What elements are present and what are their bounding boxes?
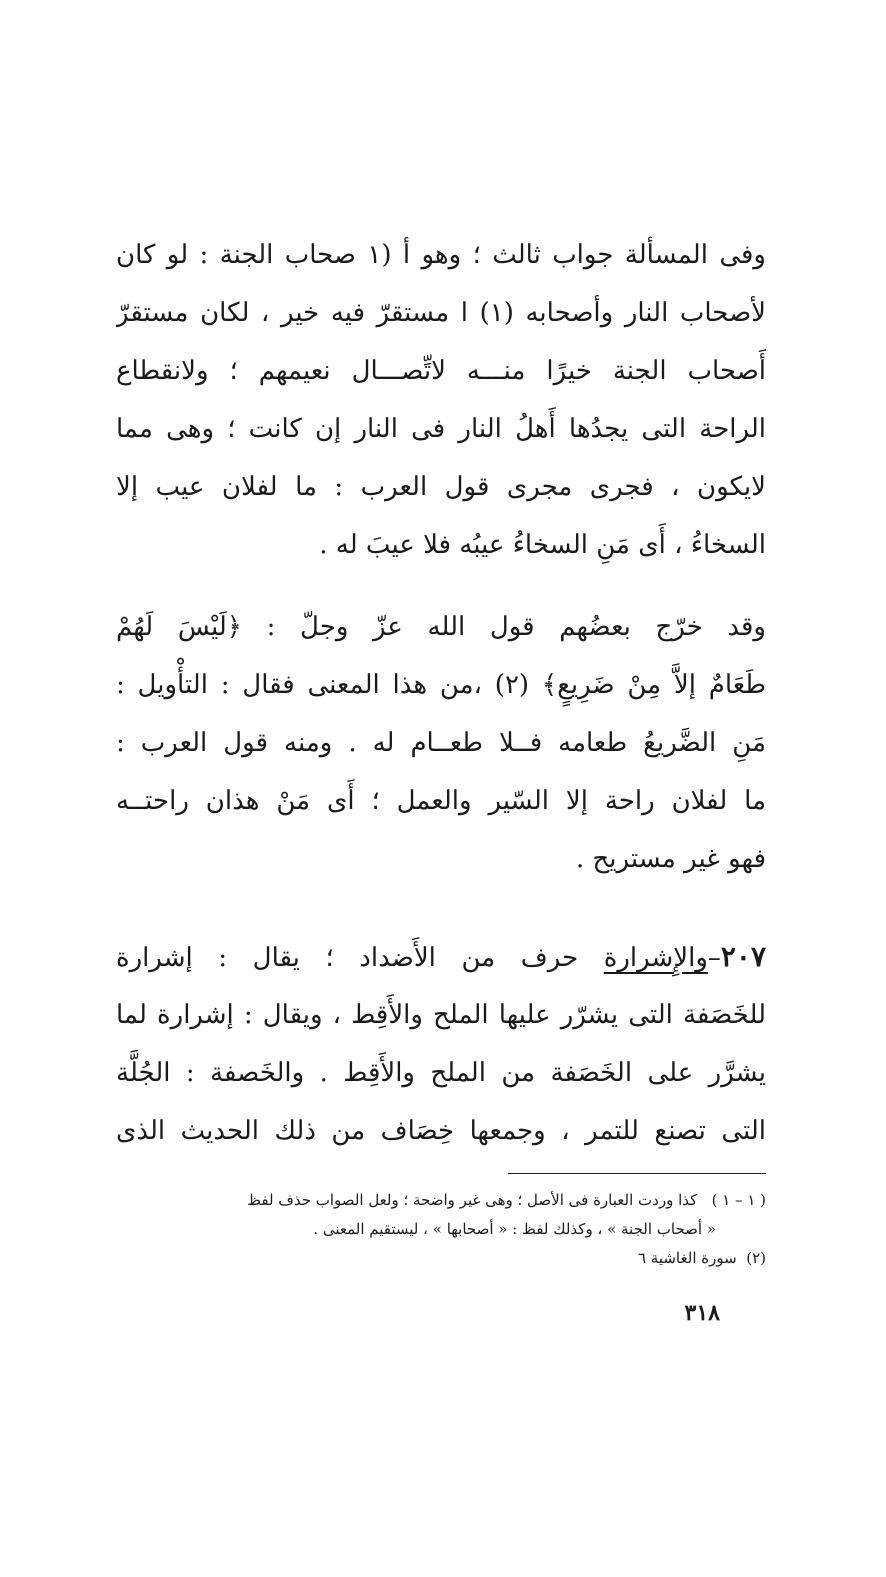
entry-term: والإِشرارة (603, 943, 708, 973)
text-line: وفى المسألة جواب ثالث ؛ وهو أ (١ صحاب الجنة : لو كان (116, 240, 766, 270)
paragraph-2 (116, 598, 766, 888)
text-line: لأصحاب النار وأصحابه (١) ا مستقرّ فيه خير ، لكان مستقرّ (116, 298, 766, 328)
entry-heading-line: ٢٠٧–والإِشرارة حرف من الأَضداد ؛ يقال : إشرارة (116, 940, 766, 973)
text-line: التى تصنع للتمر ، وجمعها خِصَاف من ذلك الحديث الذى (116, 1116, 766, 1146)
text-line: فهو غير مستريح . (575, 844, 766, 874)
footnote-2-text: سورة الغاشية ٦ (637, 1249, 737, 1267)
text-line: طَعَامٌ إلاَّ مِنْ ضَرِيعٍ﴾ (٢) ،من هذا المعنى فقال : التأْويل : (116, 670, 766, 700)
text-line: يشرَّر على الخَصَفة من الملح والأَقِط . والخَصفة : الجُلَّة (116, 1058, 766, 1088)
entry-number: ٢٠٧ (720, 940, 766, 973)
entry-first-line-text: حرف من الأَضداد ؛ يقال : إشرارة (116, 943, 604, 973)
footnote-1-text: كذا وردت العبارة فى الأصل ؛ وهى غير واضحة ؛ ولعل الصواب حذف لفظ (247, 1191, 698, 1209)
text-line: للخَصَفة التى يشرّر عليها الملح والأَقِط ، ويقال : إشرارة لما (116, 1000, 766, 1030)
text-line: وقد خرّج بعضُهم قول الله عزّ وجلّ : ﴿لَيْسَ لَهُمْ (116, 612, 766, 642)
page-number: ٣١٨ (684, 1300, 720, 1326)
footnote-1-label: ( ١ – ١ ) (711, 1191, 766, 1209)
text-line: مَنِ الضَّريعُ طعامه فــلا طعــام له . ومنه قول العرب : (116, 728, 766, 758)
paragraph-3 (116, 928, 766, 1160)
footnote-2 (106, 1244, 766, 1273)
footnote-divider (508, 1173, 766, 1174)
text-line: ما لفلان راحة إلا السّير والعمل ؛ أَى مَنْ هذان راحتــه (116, 786, 766, 816)
paragraph-1 (116, 226, 766, 574)
text-line: أَصحاب الجنة خيرًا منـــه لاتِّصـــال نعيمهم ؛ ولانقطاع (116, 356, 766, 386)
footnotes (106, 1186, 766, 1273)
text-line: الراحة التى يجدُها أَهلُ النار فى النار إن كانت ؛ وهى مما (116, 414, 766, 444)
text-line: لايكون ، فجرى مجرى قول العرب : ما لفلان عيب إلا (116, 472, 766, 502)
text-line: السخاءُ ، أَى مَنِ السخاءُ عيبُه فلا عيبَ له . (319, 530, 766, 560)
footnote-2-label: (٢) (746, 1249, 766, 1267)
footnote-1 (106, 1186, 766, 1215)
footnote-1-continuation: « أصحاب الجنة » ، وكذلك لفظ : « أصحابها » ، ليستقيم المعنى . (313, 1220, 716, 1238)
